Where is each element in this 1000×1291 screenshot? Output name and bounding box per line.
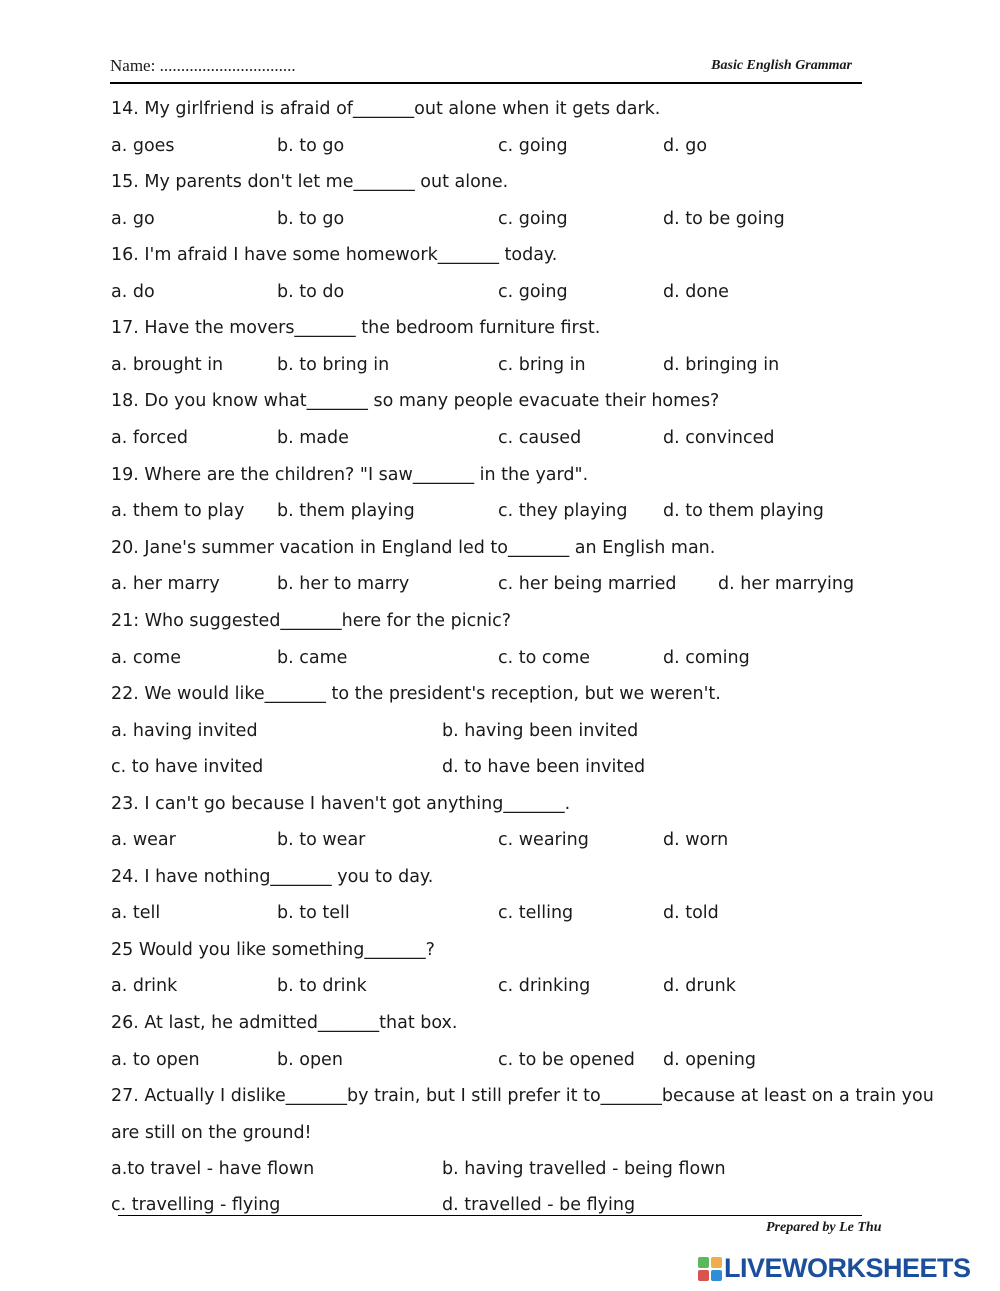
option-20-b[interactable]: b. her to marry <box>277 574 410 594</box>
option-14-a[interactable]: a. goes <box>111 136 175 156</box>
question-16: 16. I'm afraid I have some homework_______ today. <box>111 245 558 265</box>
option-14-d[interactable]: d. go <box>663 136 708 156</box>
option-22-b[interactable]: b. having been invited <box>442 721 639 741</box>
option-17-c[interactable]: c. bring in <box>498 355 586 375</box>
option-24-a[interactable]: a. tell <box>111 903 161 923</box>
option-25-c[interactable]: c. drinking <box>498 976 591 996</box>
option-18-d[interactable]: d. convinced <box>663 428 775 448</box>
option-23-b[interactable]: b. to wear <box>277 830 366 850</box>
option-21-d[interactable]: d. coming <box>663 648 750 668</box>
option-26-c[interactable]: c. to be opened <box>498 1050 635 1070</box>
option-25-d[interactable]: d. drunk <box>663 976 736 996</box>
liveworksheets-brand[interactable] <box>698 1255 994 1285</box>
option-20-c[interactable]: c. her being married <box>498 574 677 594</box>
question-27: 27. Actually I dislike_______by train, but I still prefer it to_______because at least on a train you <box>111 1086 934 1106</box>
option-19-b[interactable]: b. them playing <box>277 501 415 521</box>
option-19-a[interactable]: a. them to play <box>111 501 245 521</box>
option-16-b[interactable]: b. to do <box>277 282 345 302</box>
option-17-a[interactable]: a. brought in <box>111 355 224 375</box>
question-18: 18. Do you know what_______ so many people evacuate their homes? <box>111 391 720 411</box>
option-17-d[interactable]: d. bringing in <box>663 355 780 375</box>
question-22: 22. We would like_______ to the president's reception, but we weren't. <box>111 684 721 704</box>
option-21-c[interactable]: c. to come <box>498 648 591 668</box>
option-18-b[interactable]: b. made <box>277 428 349 448</box>
option-27-d[interactable]: d. travelled - be flying <box>442 1195 636 1215</box>
option-25-a[interactable]: a. drink <box>111 976 178 996</box>
option-20-a[interactable]: a. her marry <box>111 574 220 594</box>
footer-divider <box>118 1215 862 1216</box>
question-20: 20. Jane's summer vacation in England led to_______ an English man. <box>111 538 716 558</box>
option-15-b[interactable]: b. to go <box>277 209 345 229</box>
option-27-c[interactable]: c. travelling - flying <box>111 1195 281 1215</box>
option-26-b[interactable]: b. open <box>277 1050 343 1070</box>
option-15-c[interactable]: c. going <box>498 209 568 229</box>
option-16-d[interactable]: d. done <box>663 282 729 302</box>
header-divider <box>110 82 862 84</box>
option-23-d[interactable]: d. worn <box>663 830 729 850</box>
option-21-b[interactable]: b. came <box>277 648 348 668</box>
option-26-a[interactable]: a. to open <box>111 1050 200 1070</box>
option-27-a[interactable]: a.to travel - have flown <box>111 1159 315 1179</box>
option-24-b[interactable]: b. to tell <box>277 903 350 923</box>
name-label: Name: ................................ <box>110 56 296 75</box>
question-27-continued: are still on the ground! <box>111 1123 312 1143</box>
option-18-c[interactable]: c. caused <box>498 428 582 448</box>
option-20-d[interactable]: d. her marrying <box>718 574 855 594</box>
question-24: 24. I have nothing_______ you to day. <box>111 867 434 887</box>
option-24-c[interactable]: c. telling <box>498 903 574 923</box>
option-18-a[interactable]: a. forced <box>111 428 189 448</box>
question-17: 17. Have the movers_______ the bedroom furniture first. <box>111 318 601 338</box>
question-23: 23. I can't go because I haven't got anything_______. <box>111 794 571 814</box>
option-22-c[interactable]: c. to have invited <box>111 757 264 777</box>
document-title: Basic English Grammar <box>711 58 852 73</box>
option-19-c[interactable]: c. they playing <box>498 501 628 521</box>
question-19: 19. Where are the children? "I saw_______ in the yard". <box>111 465 589 485</box>
option-17-b[interactable]: b. to bring in <box>277 355 390 375</box>
page-header <box>110 56 862 82</box>
option-15-d[interactable]: d. to be going <box>663 209 785 229</box>
option-23-a[interactable]: a. wear <box>111 830 176 850</box>
option-22-d[interactable]: d. to have been invited <box>442 757 646 777</box>
liveworksheets-logo-icon <box>698 1257 722 1281</box>
option-23-c[interactable]: c. wearing <box>498 830 589 850</box>
question-15: 15. My parents don't let me_______ out alone. <box>111 172 509 192</box>
option-14-c[interactable]: c. going <box>498 136 568 156</box>
option-22-a[interactable]: a. having invited <box>111 721 258 741</box>
option-16-a[interactable]: a. do <box>111 282 155 302</box>
question-21: 21: Who suggested_______here for the picnic? <box>111 611 512 631</box>
question-26: 26. At last, he admitted_______that box. <box>111 1013 458 1033</box>
question-25: 25 Would you like something_______? <box>111 940 435 960</box>
option-26-d[interactable]: d. opening <box>663 1050 756 1070</box>
footer-credit: Prepared by Le Thu <box>766 1220 882 1235</box>
option-19-d[interactable]: d. to them playing <box>663 501 824 521</box>
option-16-c[interactable]: c. going <box>498 282 568 302</box>
option-21-a[interactable]: a. come <box>111 648 181 668</box>
question-14: 14. My girlfriend is afraid of_______out alone when it gets dark. <box>111 99 661 119</box>
option-24-d[interactable]: d. told <box>663 903 719 923</box>
brand-name: LIVEWORKSHEETS <box>724 1253 971 1283</box>
option-25-b[interactable]: b. to drink <box>277 976 367 996</box>
option-14-b[interactable]: b. to go <box>277 136 345 156</box>
option-27-b[interactable]: b. having travelled - being flown <box>442 1159 726 1179</box>
option-15-a[interactable]: a. go <box>111 209 155 229</box>
